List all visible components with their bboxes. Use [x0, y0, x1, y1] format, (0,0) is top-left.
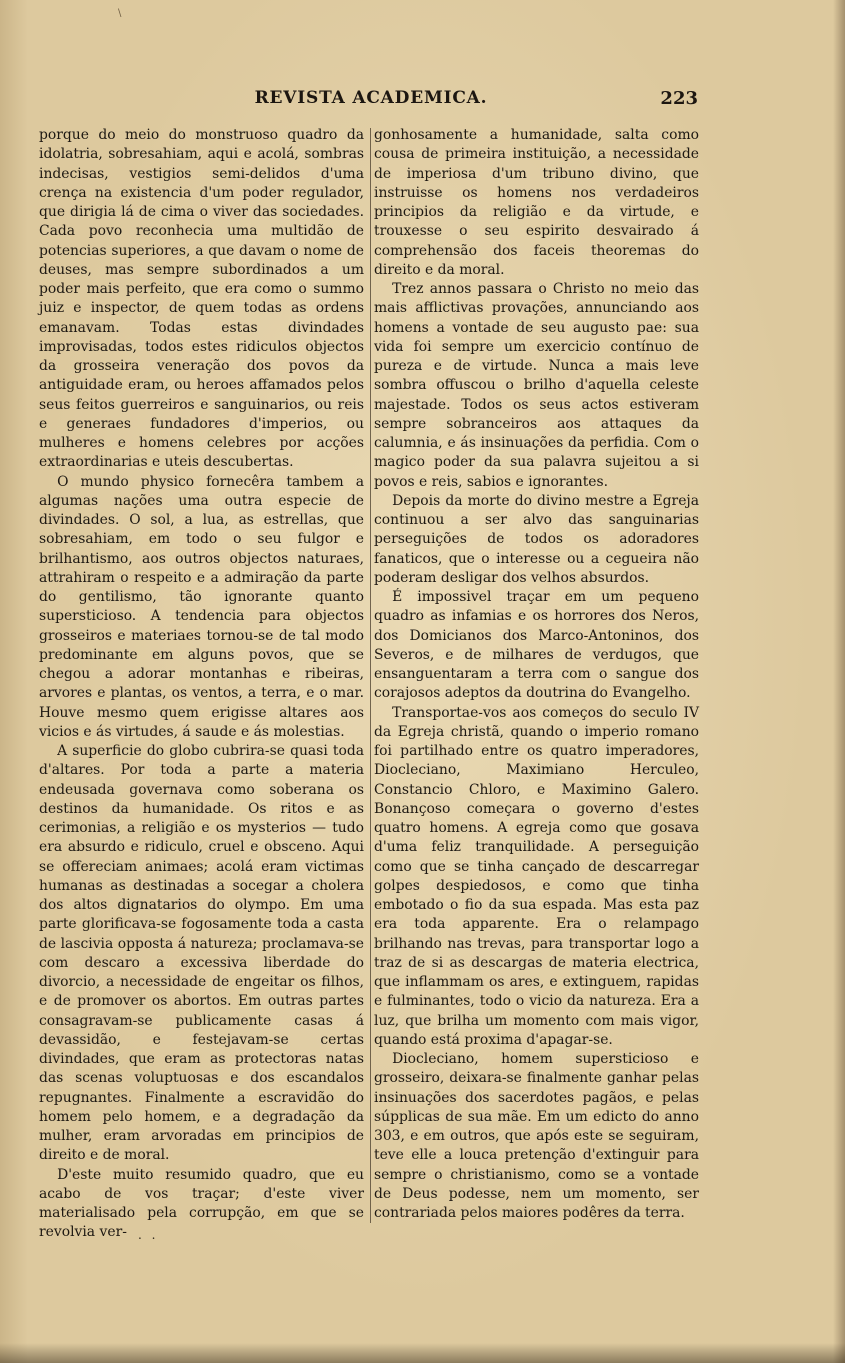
page-bottom-edge — [0, 1343, 845, 1363]
paragraph: O mundo physico fornecêra tambem a algumas nações uma outra especie de divindades. O sol, a lua, as estrellas, que sobresahiam, em todo o seu fulgor e brilhantismo, aos outros objectos naturaes, attrahiram o respeito e a admiração da parte do gentilismo, tão ignorante quanto supersticioso. A tendencia para objectos grosseiros e materiaes tornou-se de tal modo predominante em alguns povos, que se chegou a adorar montanhas e ribeiras, arvores e plantas, os ventos, a terra, e o mar. Houve mesmo quem erigisse altares aos vicios e ás virtudes, á saude e ás molestias. — [39, 473, 364, 740]
paragraph: D'este muito resumido quadro, que eu acabo de vos traçar; d'este viver materialisado pela corrupção, em que se revolvia ver- — [39, 1166, 364, 1241]
footer-mark: . . — [138, 1228, 159, 1242]
paragraph: Diocleciano, homem supersticioso e grosseiro, deixara-se finalmente ganhar pelas insinuações dos sacerdotes pagãos, e pelas súpplicas de sua mãe. Em um edicto do anno 303, e em outros, que após este se seguiram, teve elle a louca pretenção d'extinguir para sempre o christianismo, como se a vontade de Deus podesse, nem um momento, ser contrariada pelos maiores podêres da terra. — [374, 1051, 699, 1221]
column-divider — [370, 128, 371, 1223]
paragraph: Depois da morte do divino mestre a Egreja continuou a ser alvo das sanguinarias perseguições de todos os adoradores fanaticos, que o interesse ou a cegueira não poderam desligar dos velhos absurdos. — [374, 492, 699, 586]
paragraph: É impossivel traçar em um pequeno quadro as infamias e os horrores dos Neros, dos Domicianos dos Marco-Antoninos, dos Severos, e de milhares de verdugos, que ensanguentaram a terra com o sangue dos corajosos adeptos da doutrina do Evangelho. — [374, 589, 699, 702]
running-title: REVISTA ACADEMICA. — [254, 88, 488, 108]
paragraph: Trez annos passara o Christo no meio das mais afflictivas provações, annunciando aos homens a vontade de seu augusto pae: sua vida foi sempre um exercicio contínuo de pureza e de virtude. Nunca a mais leve sombra offuscou o brilho d'aquella celeste majestade. Todos os seus actos estiveram sempre sobranceiros aos attaques da calumnia, e ás insinuações da perfidia. Com o magico poder da sua palavra sujeitou a si povos e reis, sabios e ignorantes. — [374, 281, 699, 490]
page-number: 223 — [660, 88, 698, 109]
page-header — [40, 88, 702, 114]
paragraph: Transportae-vos aos começos do seculo IV da Egreja christã, quando o imperio romano foi partilhado entre os quatro imperadores, Diocleciano, Maximiano Herculeo, Constancio Chloro, e Maximino Galero. Bonançoso começara o governo d'estes quatro homens. A egreja como que gosava d'uma feliz tranquilidade. A perseguição como que se tinha cançado de descarregar golpes despiedosos, e como que tinha embotado o fio da sua espada. Mas esta paz era toda apparente. Era o relampago brilhando nas trevas, para transportar logo a traz de si as descargas de materia electrica, que inflammam os ares, e extinguem, rapidas e fulminantes, todo o vicio da natureza. Era a luz, que brilha um momento com mais vigor, quando está proxima d'apagar-se. — [374, 704, 699, 1048]
paragraph: porque do meio do monstruoso quadro da idolatria, sobresahiam, aqui e acolá, sombras indecisas, vestigios semi-delidos d'uma crença na existencia d'um poder regulador, que dirigia lá de cima o viver das sociedades. Cada povo reconhecia uma multidão de potencias superiores, a que davam o nome de deuses, mas sempre subordinados a um poder mais perfeito, que era como o summo juiz e inspector, de quem todas as ordens emanavam. Todas estas divindades improvisadas, todos estes ridiculos objectos da grosseira veneração dos povos da antiguidade eram, ou heroes affamados pelos seus feitos guerreiros e sanguinarios, ou reis e generaes fundadores d'imperios, ou mulheres e homens celebres por acções extraordinarias e uteis descubertas. — [39, 127, 364, 471]
top-margin-mark: \ — [118, 8, 122, 19]
paragraph: gonhosamente a humanidade, salta como cousa de primeira instituição, a necessidade de imperiosa d'um tribuno divino, que instruisse os homens nos verdadeiros principios da religião e da virtude, e trouxesse o seu espirito desvairado á comprehensão dos faceis theoremas do direito e da moral. — [374, 127, 699, 278]
left-column — [39, 126, 364, 1243]
right-column — [374, 126, 699, 1223]
paragraph: A superficie do globo cubrira-se quasi toda d'altares. Por toda a parte a materia endeusada governava como soberana os destinos da humanidade. Os ritos e as cerimonias, a religião e os mysterios — tudo era absurdo e ridiculo, cruel e obsceno. Aqui se offereciam animaes; acolá eram victimas humanas as destinadas a socegar a cholera dos altos dignatarios do olympo. Em uma parte glorificava-se fogosamente toda a casta de lascivia opposta á natureza; proclamava-se com descaro a excessiva liberdade do divorcio, a necessidade de engeitar os filhos, e de promover os abortos. Em outras partes consagravam-se publicamente casas á devassidão, e festejavam-se certas divindades, que eram as protectoras natas das scenas voluptuosas e dos escandalos repugnantes. Finalmente a escravidão do homem pelo homem, e a degradação da mulher, eram arvoradas em principios de direito e de moral. — [39, 743, 364, 1164]
